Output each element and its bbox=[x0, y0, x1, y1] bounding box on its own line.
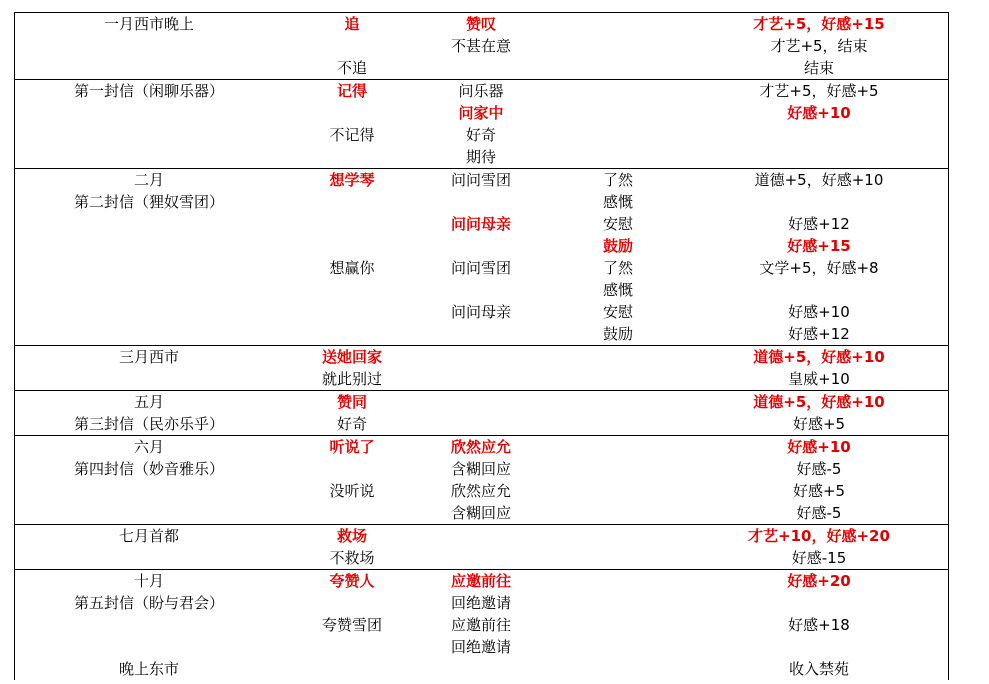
choice-cell: 记得 bbox=[336, 82, 367, 100]
followup-choice-cell: 欣然应允 bbox=[450, 482, 511, 500]
table-row bbox=[15, 80, 948, 102]
followup-choice-cell: 含糊回应 bbox=[450, 504, 511, 522]
choice-cell: 不记得 bbox=[329, 126, 375, 144]
choice-cell: 夸赞雪团 bbox=[321, 616, 382, 634]
followup-choice-cell: 不甚在意 bbox=[450, 37, 511, 55]
event-cell: 第三封信（民亦乐乎） bbox=[73, 415, 224, 433]
event-cell: 第二封信（狸奴雪团） bbox=[73, 193, 224, 211]
choice-cell: 夸赞人 bbox=[329, 572, 375, 590]
table-row bbox=[15, 658, 948, 680]
event-cell: 第四封信（妙音雅乐） bbox=[73, 460, 224, 478]
reply-cell: 感慨 bbox=[602, 281, 633, 299]
result-cell: 才艺+5，结束 bbox=[770, 37, 868, 55]
table-row bbox=[15, 346, 948, 368]
event-cell: 二月 bbox=[133, 171, 164, 189]
table-row bbox=[15, 592, 948, 614]
followup-choice-cell: 问问雪团 bbox=[450, 171, 511, 189]
result-cell: 好感+15 bbox=[787, 237, 851, 255]
event-cell: 第一封信（闲聊乐器） bbox=[73, 82, 224, 100]
table-section bbox=[15, 346, 948, 391]
result-cell: 道德+5，好感+10 bbox=[753, 348, 885, 366]
table-row bbox=[15, 502, 948, 524]
reply-cell: 安慰 bbox=[602, 215, 633, 233]
event-cell: 十月 bbox=[133, 572, 164, 590]
result-cell: 结束 bbox=[803, 59, 834, 77]
table-row bbox=[15, 279, 948, 301]
table-row bbox=[15, 146, 948, 168]
result-cell: 好感+10 bbox=[787, 104, 851, 122]
result-cell: 好感+12 bbox=[788, 215, 850, 233]
choice-cell: 救场 bbox=[336, 527, 367, 545]
choice-cell: 想赢你 bbox=[329, 259, 375, 277]
table-row bbox=[15, 368, 948, 390]
reply-cell: 感慨 bbox=[602, 193, 633, 211]
table-row bbox=[15, 257, 948, 279]
table-section bbox=[15, 570, 948, 680]
followup-choice-cell: 含糊回应 bbox=[450, 460, 511, 478]
choice-guide-table bbox=[14, 12, 949, 680]
followup-choice-cell: 好奇 bbox=[465, 126, 496, 144]
followup-choice-cell: 问问母亲 bbox=[450, 215, 511, 233]
followup-choice-cell: 应邀前往 bbox=[450, 616, 511, 634]
result-cell: 好感-5 bbox=[796, 504, 842, 522]
followup-choice-cell: 回绝邀请 bbox=[450, 638, 511, 656]
event-cell: 五月 bbox=[133, 393, 164, 411]
table-row bbox=[15, 235, 948, 257]
table-row bbox=[15, 301, 948, 323]
table-row bbox=[15, 169, 948, 191]
followup-choice-cell: 期待 bbox=[465, 148, 496, 166]
table-row bbox=[15, 35, 948, 57]
table-row bbox=[15, 13, 948, 35]
event-cell: 晚上东市 bbox=[118, 660, 179, 678]
result-cell: 好感+10 bbox=[788, 303, 850, 321]
event-cell: 六月 bbox=[133, 438, 164, 456]
followup-choice-cell: 赞叹 bbox=[465, 15, 496, 33]
choice-cell: 好奇 bbox=[336, 415, 367, 433]
table-row bbox=[15, 213, 948, 235]
choice-cell: 想学琴 bbox=[329, 171, 375, 189]
reply-cell: 安慰 bbox=[602, 303, 633, 321]
choice-cell: 送她回家 bbox=[321, 348, 382, 366]
table-section bbox=[15, 169, 948, 346]
followup-choice-cell: 回绝邀请 bbox=[450, 594, 511, 612]
followup-choice-cell: 应邀前往 bbox=[450, 572, 511, 590]
choice-cell: 不救场 bbox=[329, 549, 375, 567]
result-cell: 好感+5 bbox=[792, 415, 846, 433]
followup-choice-cell: 欣然应允 bbox=[450, 438, 511, 456]
table-section bbox=[15, 80, 948, 169]
result-cell: 道德+5，好感+10 bbox=[753, 393, 885, 411]
choice-cell: 听说了 bbox=[329, 438, 375, 456]
result-cell: 好感+18 bbox=[788, 616, 850, 634]
reply-cell: 了然 bbox=[602, 171, 633, 189]
table-section bbox=[15, 13, 948, 80]
table-row bbox=[15, 391, 948, 413]
choice-cell: 就此别过 bbox=[321, 370, 382, 388]
result-cell: 好感-15 bbox=[791, 549, 847, 567]
table-row bbox=[15, 57, 948, 79]
followup-choice-cell: 问问母亲 bbox=[450, 303, 511, 321]
followup-choice-cell: 问乐器 bbox=[458, 82, 504, 100]
event-cell: 七月首都 bbox=[118, 527, 179, 545]
table-row bbox=[15, 547, 948, 569]
result-cell: 好感-5 bbox=[796, 460, 842, 478]
event-cell: 三月西市 bbox=[118, 348, 179, 366]
result-cell: 文学+5，好感+8 bbox=[759, 259, 879, 277]
followup-choice-cell: 问问雪团 bbox=[450, 259, 511, 277]
result-cell: 好感+10 bbox=[787, 438, 851, 456]
choice-cell: 赞同 bbox=[336, 393, 367, 411]
choice-cell: 没听说 bbox=[329, 482, 375, 500]
table-row bbox=[15, 191, 948, 213]
table-section bbox=[15, 391, 948, 436]
choice-cell: 追 bbox=[344, 15, 360, 33]
table-row bbox=[15, 480, 948, 502]
reply-cell: 鼓励 bbox=[602, 325, 633, 343]
reply-cell: 了然 bbox=[602, 259, 633, 277]
table-row bbox=[15, 458, 948, 480]
table-row bbox=[15, 570, 948, 592]
table-row bbox=[15, 525, 948, 547]
table-row bbox=[15, 436, 948, 458]
choice-cell: 不追 bbox=[336, 59, 367, 77]
followup-choice-cell: 问家中 bbox=[458, 104, 504, 122]
result-cell: 收入禁苑 bbox=[788, 660, 849, 678]
result-cell: 才艺+5，好感+5 bbox=[759, 82, 879, 100]
result-cell: 才艺+5，好感+15 bbox=[753, 15, 885, 33]
table-row bbox=[15, 124, 948, 146]
table-row bbox=[15, 636, 948, 658]
event-cell: 一月西市晚上 bbox=[103, 15, 194, 33]
reply-cell: 鼓励 bbox=[602, 237, 633, 255]
result-cell: 好感+5 bbox=[792, 482, 846, 500]
table-row bbox=[15, 413, 948, 435]
result-cell: 道德+5，好感+10 bbox=[754, 171, 884, 189]
event-cell: 第五封信（盼与君会） bbox=[73, 594, 224, 612]
result-cell: 好感+12 bbox=[788, 325, 850, 343]
table-section bbox=[15, 525, 948, 570]
table-row bbox=[15, 102, 948, 124]
result-cell: 才艺+10，好感+20 bbox=[748, 527, 890, 545]
table-section bbox=[15, 436, 948, 525]
result-cell: 皇威+10 bbox=[788, 370, 850, 388]
table-row bbox=[15, 323, 948, 345]
result-cell: 好感+20 bbox=[787, 572, 851, 590]
table-row bbox=[15, 614, 948, 636]
